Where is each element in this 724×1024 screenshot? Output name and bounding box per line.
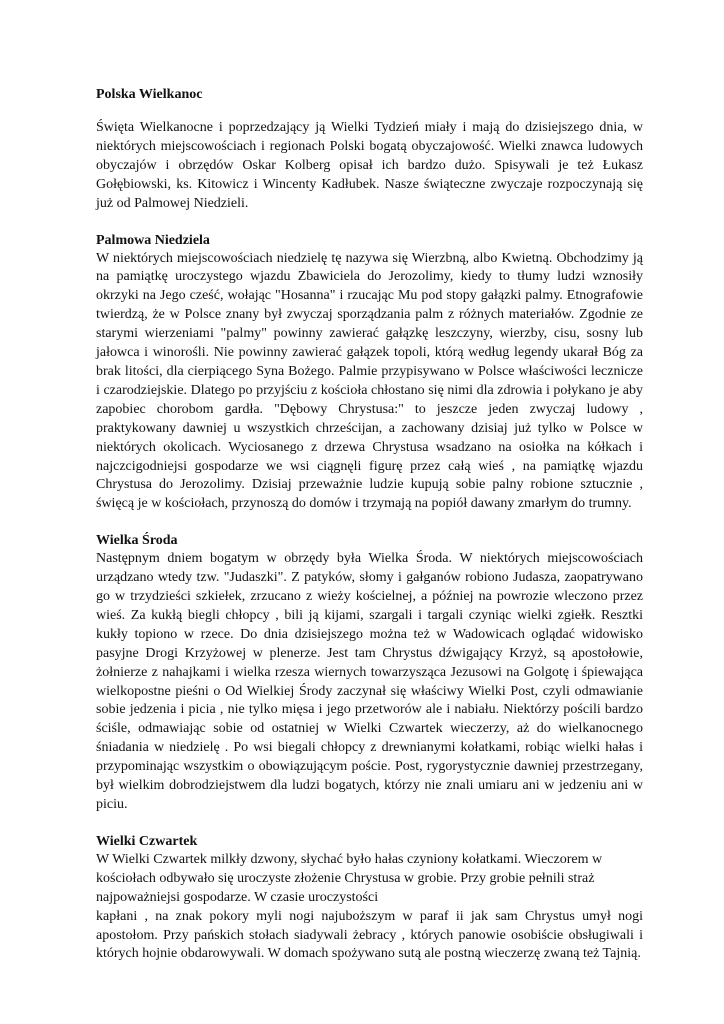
document-title: Polska Wielkanoc <box>96 87 203 102</box>
section-heading: Wielka Środa <box>96 533 178 549</box>
section-body-part-2: kapłani , na znak pokory myli nogi najuboższym w paraf ii jak sam Chrystus umył nogi apostołom. Przy pańskich stołach siadywali żebracy , których panowie osobiście obsługiwali i których hojnie obdarowywali. W domach spożywano sutą ale postną wieczerzę zwaną też Tajnią. <box>96 908 643 962</box>
section-palmowa-niedziela <box>96 232 643 515</box>
document-page <box>96 86 643 982</box>
section-wielki-czwartek <box>96 833 643 964</box>
intro-paragraph: Święta Wielkanocne i poprzedzający ją Wielki Tydzień miały i mają do dzisiejszego dnia, w niektórych miejscowościach i regionach Polski bogatą obyczajowość. Wielki znawca ludowych obyczajów i obrzędów Oskar Kolberg opisał ich bardzo dużo. Spisywali je też Łukasz Gołębiowski, ks. Kitowicz i Wincenty Kadłubek. Nasze świąteczne zwyczaje rozpoczynają się już od Palmowej Niedzieli. <box>96 120 643 211</box>
section-body: Następnym dniem bogatym w obrzędy była Wielka Środa. W niektórych miejscowościach urządzano wtedy tzw. "Judaszki". Z patyków, słomy i gałganów robiono Judasza, zaopatrywano go w trzydzieści szkiełek, zrzucano z wieży kościelnej, a później na powrozie wleczono przez wieś. Za kukłą biegli chłopcy , bili ją kijami, szargali i targali czyniąc wielki zgiełk. Resztki kukły topiono w rzece. Do dnia dzisiejszego można też w Wadowicach oglądać widowisko pasyjne Drogi Krzyżowej w plenerze. Jest tam Chrystus dźwigający Krzyż, są apostołowie, żołnierze z nahajkami i wielka rzesza wiernych towarzysząca Jezusowi na Golgotę i śpiewająca wielkopostne pieśni o Od Wielkiej Środy zaczynał się właściwy Wielki Post, czyli odmawianie sobie jedzenia i picia , nie tylko mięsa i jego przetworów ale i nabiału. Niektórzy pościli bardzo ściśle, odmawiając sobie od ostatniej w Wielki Czwartek wieczerzy, aż do wielkanocnego śniadania w niedzielę . Po wsi biegali chłopcy z drewnianymi kołatkami, robiąc wielki hałas i przypominając wszystkim o obowiązującym poście. Post, rygorystycznie dawniej przestrzegany, był wielkim dobrodziejstwem dla ludzi bogatych, którzy nie znali umiaru ani w jedzeniu ani w piciu. <box>96 551 643 812</box>
section-heading: Palmowa Niedziela <box>96 232 210 248</box>
section-body: W niektórych miejscowościach niedzielę tę nazywa się Wierzbną, albo Kwietną. Obchodzimy ją na pamiątkę uroczystego wjazdu Zbawiciela do Jerozolimy, kiedy to tłumy ludzi wznosiły okrzyki na Jego cześć, wołając "Hosanna" i rzucając Mu pod stopy gałązki palmy. Etnografowie twierdzą, że w Polsce znany był zwyczaj sporządzania palm z różnych materiałów. Zgodnie ze starymi wierzeniami "palmy" powinny zawierać gałązkę leszczyny, wierzby, cisu, sosny lub jałowca i winorośli. Nie powinny zawierać gałązek topoli, którą według legendy ukarał Bóg za brak litości, dla cierpiącego Syna Bożego. Palmie przypisywano w Polsce właściwości lecznicze i czarodziejskie. Dlatego po przyjściu z kościoła chłostano się nimi dla zdrowia i połykano je aby zapobiec chorobom gardła. "Dębowy Chrystusa:" to jeszcze jeden zwyczaj ludowy , praktykowany dawniej u wszystkich chrześcijan, a zachowany dzisiaj już tylko w Polsce w niektórych okolicach. Wyciosanego z drzewa Chrystusa wsadzano na osiołka na kółkach i najczcigodniejsi gospodarze we wsi ciągnęli figurę przez całą wieś , na pamiątkę wjazdu Chrystusa do Jerozolimy. Dzisiaj przeważnie ludzie kupują sobie palny robione sztucznie , święcą je w kościołach, przynoszą do domów i trzymają na popiół dawany zmarłym do trumny. <box>96 250 643 512</box>
section-heading: Wielki Czwartek <box>96 833 198 849</box>
section-body-part-1: W Wielki Czwartek milkły dzwony, słychać było hałas czyniony kołatkami. Wieczorem w kościołach odbywało się uroczyste złożenie Chrystusa w grobie. Przy grobie pełnili straż najpoważniejsi gospodarze. W czasie uroczystości <box>96 851 603 905</box>
section-wielka-sroda <box>96 532 643 815</box>
